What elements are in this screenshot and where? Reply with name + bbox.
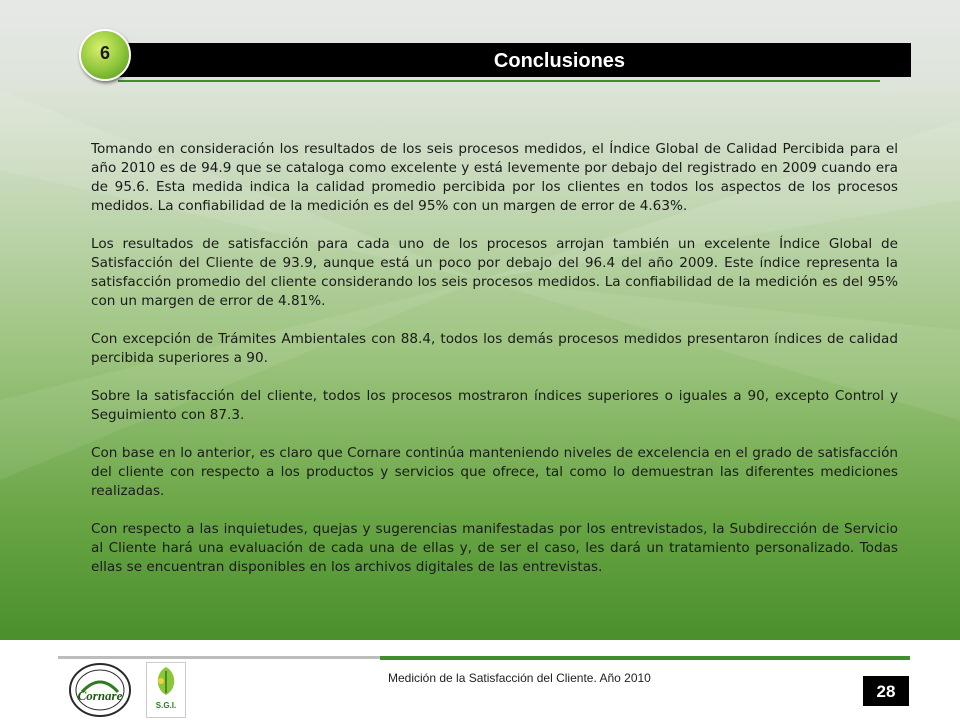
title-bar	[118, 43, 911, 77]
sgi-logo	[146, 662, 186, 718]
conclusions-text	[91, 140, 898, 596]
footer-accent-line	[380, 656, 910, 660]
paragraph: Los resultados de satisfacción para cada uno de los procesos arrojan también un excelente Índice Global de Satisfacción del Cliente de 93.9, aunque está un poco por debajo del 96.4 del año 2009. Este índice representa la satisfacción promedio del cliente considerando los seis procesos medidos. La confiabilidad de la medición es del 95% con un margen de error de 4.81%.	[91, 236, 898, 309]
page-number: 28	[863, 676, 909, 706]
paragraph: Sobre la satisfacción del cliente, todos los procesos mostraron índices superiores o iguales a 90, excepto Control y Seguimiento con 87.3.	[91, 388, 898, 423]
title-underline	[118, 80, 880, 82]
logo-right-text: S.G.I.	[155, 701, 177, 710]
cornare-logo	[64, 662, 140, 718]
paragraph: Con base en lo anterior, es claro que Cornare continúa manteniendo niveles de excelencia en el grado de satisfacción del cliente con respecto a los productos y servicios que ofrece, tal como lo demuestran las diferentes mediciones realizadas.	[91, 445, 898, 499]
section-number-badge: 6	[79, 29, 131, 81]
paragraph: Con respecto a las inquietudes, quejas y sugerencias manifestadas por los entrevistados, la Subdirección de Servicio al Cliente hará una evaluación de cada una de ellas y, de ser el caso, les dará un tratamiento personalizado. Todas ellas se encuentran disponibles en los archivos digitales de las entrevistas.	[91, 521, 898, 575]
paragraph: Con excepción de Trámites Ambientales con 88.4, todos los demás procesos medidos presentaron índices de calidad percibida superiores a 90.	[91, 331, 898, 366]
sgi-leaf-icon	[147, 663, 185, 699]
logo-left-text: Cornare	[77, 688, 123, 703]
paragraph: Tomando en consideración los resultados de los seis procesos medidos, el Índice Global de Calidad Percibida para el año 2010 es de 94.9 que se cataloga como excelente y está levemente por debajo del registrado en 2009 cuando era de 95.6. Esta medida indica la calidad promedio percibida por los clientes en todos los aspectos de los procesos medidos. La confiabilidad de la medición es del 95% con un margen de error de 4.63%.	[91, 141, 898, 214]
footer-caption: Medición de la Satisfacción del Cliente. Año 2010	[388, 671, 651, 685]
page-title: Conclusiones	[493, 50, 626, 72]
